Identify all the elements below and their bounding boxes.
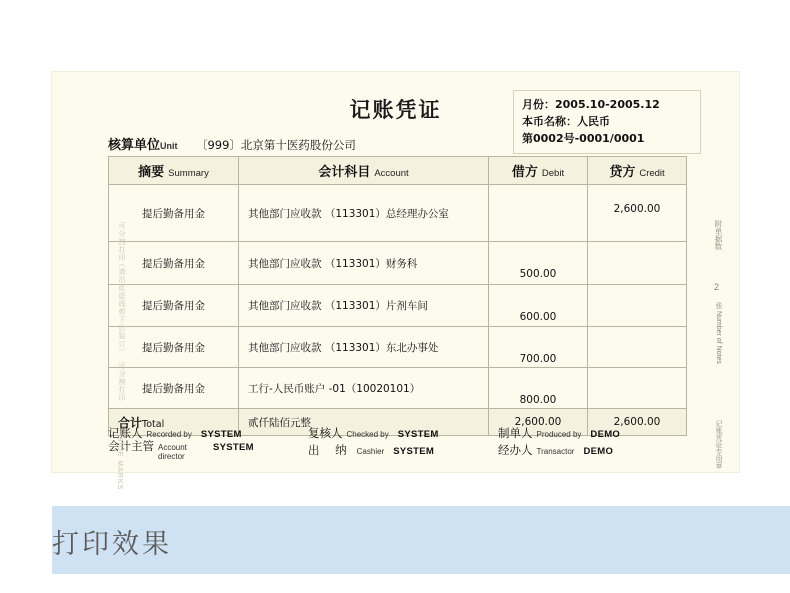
cell-debit: 500.00 xyxy=(489,242,588,285)
signature-row-bottom xyxy=(108,439,686,461)
cell-account: 工行-人民币账户 -01（10020101） xyxy=(239,368,489,409)
total-words: 贰仟陆佰元整 xyxy=(239,409,489,436)
signature-label-cn: 记账人 xyxy=(108,425,143,440)
column-debit-cn: 借方 xyxy=(511,164,538,180)
cell-debit: 600.00 xyxy=(489,285,588,327)
left-mark-1: 可分割打印 xyxy=(118,222,125,262)
total-credit: 2,600.00 xyxy=(588,409,687,436)
signature-value: SYSTEM xyxy=(397,428,439,440)
voucher-title: 记账凭证 xyxy=(349,98,442,122)
table-row xyxy=(109,185,687,242)
table-row xyxy=(109,242,687,285)
column-account-cn: 会计科目 xyxy=(318,164,371,180)
attachment-label: 附单据数 xyxy=(714,220,723,250)
cell-summary: 提后勤备用金 xyxy=(109,185,239,242)
signature-checked-by xyxy=(308,425,498,441)
signature-block xyxy=(108,424,686,461)
meta-period: 月份：2005.10-2005.12 xyxy=(522,98,660,111)
cell-credit xyxy=(588,242,687,285)
attachment-count: 2 xyxy=(714,282,720,292)
cell-summary: 提后勤备用金 xyxy=(109,285,239,327)
cell-credit xyxy=(588,368,687,409)
cell-credit xyxy=(588,327,687,368)
cell-summary: 提后勤备用金 xyxy=(109,368,239,409)
signature-label-en: Account director xyxy=(158,443,187,461)
column-credit-cn: 贷方 xyxy=(609,164,636,180)
unit-label-en: Unit xyxy=(160,141,178,151)
column-credit xyxy=(588,157,687,185)
column-summary-cn: 摘要 xyxy=(138,164,165,180)
cell-credit: 2,600.00 xyxy=(588,185,687,242)
cell-account: 其他部门应收款 （113301）财务科 xyxy=(239,242,489,285)
unit-row xyxy=(108,134,356,154)
notes-label: 张 Number of Notes xyxy=(715,302,722,364)
table-row xyxy=(109,368,687,409)
table-row xyxy=(109,327,687,368)
signature-value: DEMO xyxy=(590,428,621,440)
signature-label-en: Produced by xyxy=(536,429,582,439)
signature-cashier xyxy=(308,442,498,458)
column-account xyxy=(239,157,489,185)
signature-label-cn: 制单人 xyxy=(498,425,533,440)
unit-value: 〔999〕北京第十医药股份公司 xyxy=(195,138,356,152)
signature-value: DEMO xyxy=(583,445,614,457)
signature-produced-by xyxy=(498,425,686,441)
right-side-marks xyxy=(709,220,729,470)
signature-label-en: Cashier xyxy=(356,446,385,456)
left-mark-3: 可分割打印 xyxy=(118,362,125,402)
cell-account: 其他部门应收款 （113301）总经理办公室 xyxy=(239,185,489,242)
signature-label-cn: 经办人 xyxy=(498,442,533,457)
column-summary-en: Summary xyxy=(168,167,209,179)
signature-label-cn: 会计主管 xyxy=(108,439,154,453)
column-summary xyxy=(109,157,239,185)
signature-label-cn: 复核人 xyxy=(308,425,343,440)
header-row xyxy=(109,157,687,185)
meta-currency: 本币名称：人民币 xyxy=(522,115,610,128)
signature-label-en: Checked by xyxy=(346,429,389,439)
column-debit-en: Debit xyxy=(541,167,565,179)
left-mark-4: SIDE MARKS xyxy=(116,437,123,491)
meta-number: 第0002号-0001/0001 xyxy=(522,132,645,145)
cell-account: 其他部门应收款 （113301）东北办事处 xyxy=(239,327,489,368)
unit-label-cn: 核算单位 xyxy=(108,138,161,153)
stamp-label: 记账凭证专用章 xyxy=(715,420,722,469)
signature-label-en: Recorded by xyxy=(146,429,192,439)
cell-debit: 800.00 xyxy=(489,368,588,409)
voucher-sheet xyxy=(52,72,739,491)
caption-text: 打印效果 xyxy=(52,529,172,560)
column-debit xyxy=(489,157,588,185)
signature-transactor xyxy=(498,442,686,458)
table-header xyxy=(109,157,687,185)
left-side-marks xyxy=(114,212,130,491)
voucher-table xyxy=(108,156,687,436)
total-label-en: Total xyxy=(142,418,165,430)
left-mark-2: （请沿此虚线剪下后装订） xyxy=(118,260,125,356)
cell-debit: 700.00 xyxy=(489,327,588,368)
cell-credit xyxy=(588,285,687,327)
signature-account-director xyxy=(108,438,308,461)
signature-value: SYSTEM xyxy=(393,445,435,457)
cell-debit xyxy=(489,185,588,242)
cell-summary: 提后勤备用金 xyxy=(109,327,239,368)
column-account-en: Account xyxy=(374,167,409,179)
table-body xyxy=(109,185,687,436)
total-label-cn: 合计 xyxy=(118,415,143,430)
signature-value: SYSTEM xyxy=(213,442,254,453)
total-debit: 2,600.00 xyxy=(489,409,588,436)
signature-label-en: Transactor xyxy=(536,446,575,456)
cell-account: 其他部门应收款 （113301）片剂车间 xyxy=(239,285,489,327)
voucher-meta-box xyxy=(513,90,701,154)
cell-summary: 提后勤备用金 xyxy=(109,242,239,285)
signature-label-cn: 出 纳 xyxy=(308,442,353,457)
table-row xyxy=(109,285,687,327)
column-credit-en: Credit xyxy=(639,167,665,179)
signature-value: SYSTEM xyxy=(200,428,242,440)
